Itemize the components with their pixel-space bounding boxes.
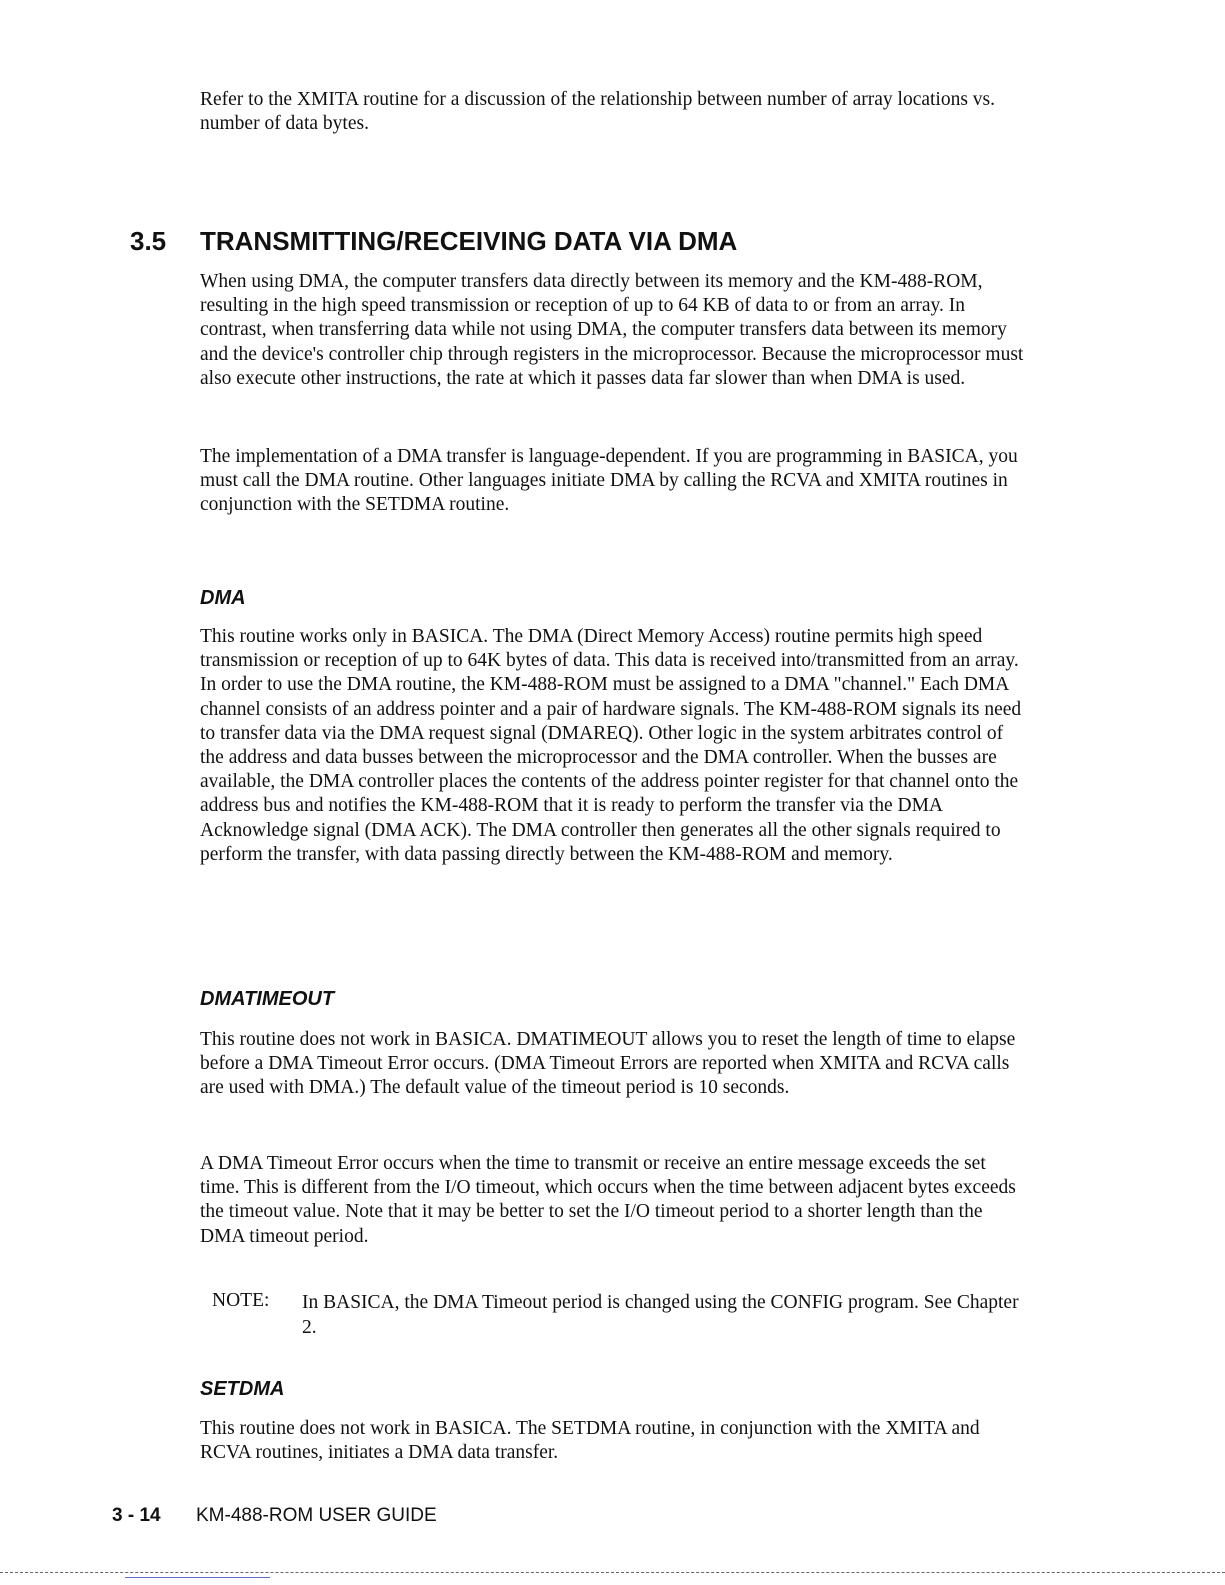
footer-title: KM-488-ROM USER GUIDE (196, 1505, 437, 1526)
dma-paragraph: This routine works only in BASICA. The DMA (Direct Memory Access) routine permits high speed transmission or reception of up to 64K bytes of data. This data is received into/transmitted from an array. In order to use the DMA routine, the KM-488-ROM must be assigned to a DMA "channel." Each DMA channel consists of an address pointer and a pair of hardware signals. The KM-488-ROM signals its need to transfer data via the DMA request signal (DMAREQ). Other logic in the system arbitrates control of the address and data busses between the microprocessor and the DMA controller. When the busses are available, the DMA controller places the contents of the address pointer register for that channel onto the address bus and notifies the KM-488-ROM that it is ready to perform the transfer via the DMA Acknowledge signal (DMA ACK). The DMA controller then generates all the other signals required to perform the transfer, with data passing directly between the KM-488-ROM and memory. (200, 626, 1022, 865)
dma-heading: DMA (200, 587, 246, 609)
dmatimeout-heading: DMATIMEOUT (200, 988, 335, 1010)
dmatimeout-paragraph-2: A DMA Timeout Error occurs when the time to transmit or receive an entire message exceeds the set time. This is different from the I/O timeout, which occurs when the time between adjacent bytes exceeds the timeout value. Note that it may be better to set the I/O timeout period to a shorter length than the DMA timeout period. (200, 1153, 1016, 1247)
intro-paragraph: Refer to the XMITA routine for a discussion of the relationship between number of array locations vs. number of data bytes. (200, 89, 996, 135)
setdma-heading: SETDMA (200, 1378, 285, 1400)
section-number: 3.5 (130, 226, 167, 256)
page-number: 3 - 14 (112, 1505, 161, 1526)
section-paragraph-2: The implementation of a DMA transfer is language-dependent. If you are programming in BASICA, you must call the DMA routine. Other languages initiate DMA by calling the RCVA and XMITA routines in conjunction with the SETDMA routine. (200, 446, 1018, 516)
section-title: TRANSMITTING/RECEIVING DATA VIA DMA (200, 226, 738, 256)
bottom-rule (0, 1572, 1225, 1573)
note-label: NOTE: (212, 1290, 270, 1311)
section-paragraph-1: When using DMA, the computer transfers data directly between its memory and the KM-488-ROM, resulting in the high speed transmission or reception of up to 64 KB of data to or from an array. In contrast, when transferring data while not using DMA, the computer transfers data between its memory and the device's controller chip through registers in the microprocessor. Because the microprocessor must also execute other instructions, the rate at which it passes data far slower than when DMA is used. (200, 271, 1024, 389)
scan-mark (125, 1577, 270, 1578)
dmatimeout-paragraph-1: This routine does not work in BASICA. DMATIMEOUT allows you to reset the length of time to elapse before a DMA Timeout Error occurs. (DMA Timeout Errors are reported when XMITA and RCVA calls are used with DMA.) The default value of the timeout period is 10 seconds. (200, 1029, 1016, 1099)
note-text: In BASICA, the DMA Timeout period is changed using the CONFIG program. See Chapter 2. (302, 1292, 1019, 1338)
setdma-paragraph: This routine does not work in BASICA. The SETDMA routine, in conjunction with the XMITA and RCVA routines, initiates a DMA data transfer. (200, 1418, 980, 1464)
